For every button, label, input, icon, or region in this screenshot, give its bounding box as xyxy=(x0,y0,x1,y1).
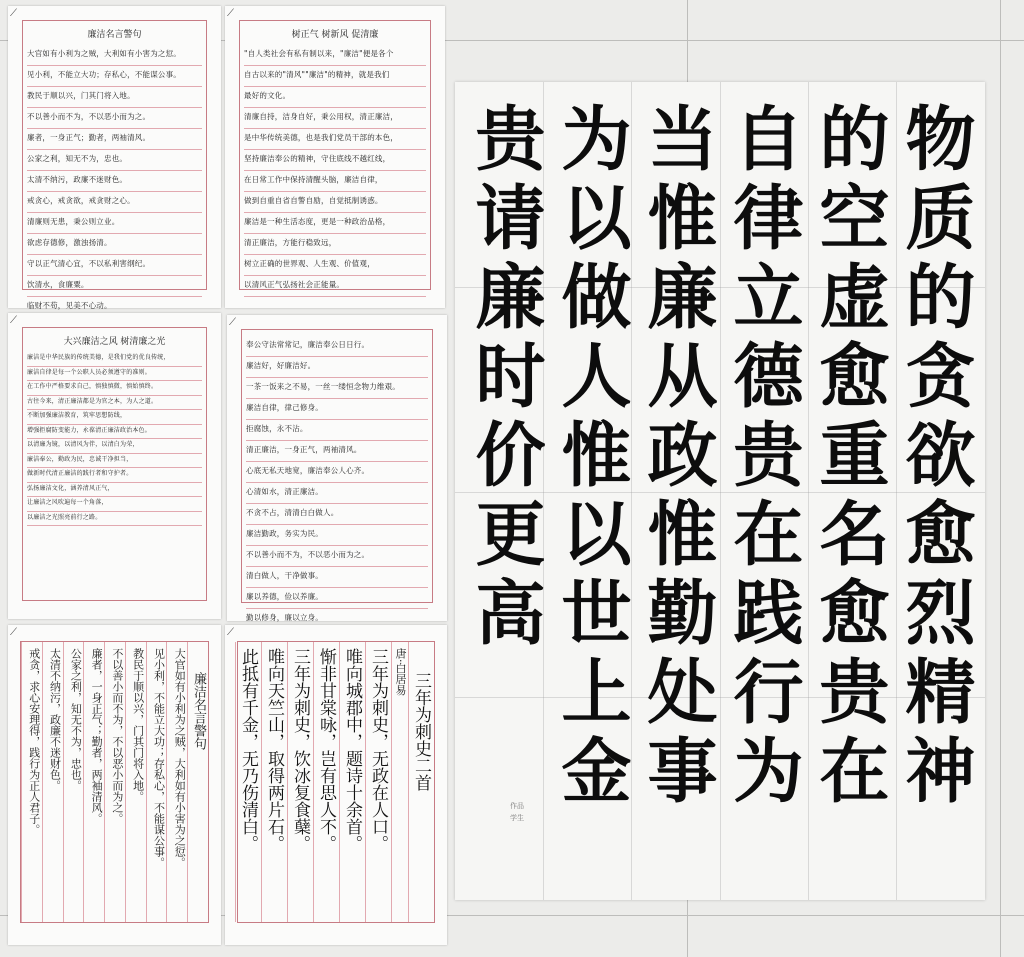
sheet-line: 心底无私天地宽，廉洁奉公人心齐。 xyxy=(246,462,428,483)
sheet-line: 不以善小而不为，不以恶小而为之。 xyxy=(27,108,202,129)
vertical-column: 大官如有小利为之贼，大利如有小害为之愆。 xyxy=(166,642,187,922)
sheet-line: 一茶一饭来之不易，一丝一缕恒念物力维艰。 xyxy=(246,378,428,399)
corner-mark: ⟋ xyxy=(229,317,236,328)
sheet-line: 心清如水，清正廉洁。 xyxy=(246,483,428,504)
calligraphy-sheet-4 xyxy=(227,315,447,621)
vertical-column: 三年为刺史，无政在人口。 xyxy=(365,642,391,922)
sheet-line: 让廉洁之风吹遍每一个角落， xyxy=(27,497,202,512)
sheet-line: 做新时代清正廉洁的践行者和守护者。 xyxy=(27,468,202,483)
sheet-line: 在日常工作中保持清醒头脑，廉洁自律， xyxy=(244,171,426,192)
sheet-line: 清正廉洁，一身正气，两袖清风。 xyxy=(246,441,428,462)
sheet-line: 清正廉洁，方能行稳致远， xyxy=(244,234,426,255)
corner-mark: ⟋ xyxy=(10,315,17,326)
sheet-title: 树正气 树新风 促清廉 xyxy=(291,30,379,40)
vertical-column: 三年为刺史，饮冰复食蘖。 xyxy=(287,642,313,922)
sheet-line: 清白做人，干净做事。 xyxy=(246,567,428,588)
calligraphy-column-6: 贵请廉时价更高 xyxy=(464,102,547,655)
sheet-line: 清廉自持，洁身自好，秉公用权，清正廉洁， xyxy=(244,108,426,129)
vertical-column: 太清不纳污，政廉不迷财色。 xyxy=(42,642,63,922)
sheet-line: 坚持廉洁奉公的精神，守住底线不越红线， xyxy=(244,150,426,171)
sheet-line: 大官如有小利为之贼，大利如有小害为之愆。 xyxy=(27,45,202,66)
sheet-line: 做到自重自省自警自励，自觉抵制诱惑。 xyxy=(244,192,426,213)
vertical-frame xyxy=(20,641,209,923)
sheet-line: 守以正气清心宜，不以私利害纲纪。 xyxy=(27,255,202,276)
corner-mark: ⟋ xyxy=(10,627,17,638)
sheet-line: 不断加强廉洁教育，筑牢思想防线， xyxy=(27,410,202,425)
sheet-line: 是中华传统美德，也是我们党员干部的本色， xyxy=(244,129,426,150)
sheet-line: 廉洁是一种生活态度，更是一种政治品格， xyxy=(244,213,426,234)
vertical-column: 惭非甘棠咏，岂有思人不。 xyxy=(313,642,339,922)
sheet-line: 临财不苟，见美不心动。 xyxy=(27,297,202,318)
calligraphy-column-4: 当惟廉从政惟勤处事 xyxy=(636,102,719,813)
calligraphy-column-3: 自律立德贵在践行为 xyxy=(722,102,805,813)
sheet-lines xyxy=(27,352,202,596)
calligraphy-sheet-6 xyxy=(225,625,447,945)
sheet-line: "自人类社会有私有制以来，"廉洁"便是各个 xyxy=(244,45,426,66)
sheet-line: 廉洁自律是每一个公职人员必须遵守的准则。 xyxy=(27,367,202,382)
sheet-line: 公家之利，知无不为，忠也。 xyxy=(27,150,202,171)
sheet-line: 最好的文化。 xyxy=(244,87,426,108)
vertical-title: 廉洁名言警句 xyxy=(187,642,208,922)
sheet-line: 饮清水，食廉粟。 xyxy=(27,276,202,297)
sheet-frame xyxy=(22,20,207,310)
vertical-column: 见小利，不能立大功；存私心，不能谋公事。 xyxy=(146,642,167,922)
author-seal xyxy=(510,800,524,824)
calligraphy-sheet-1 xyxy=(8,6,221,308)
vertical-frame xyxy=(237,641,435,923)
vertical-column: 廉者，一身正气；勤者，两袖清风。 xyxy=(83,642,104,922)
wall-seam xyxy=(1000,0,1001,957)
calligraphy-sheet-3 xyxy=(8,313,221,619)
vertical-title: 三年为刺史二首 xyxy=(408,642,434,922)
sheet-line: 欲虑存德修，激浊扬清。 xyxy=(27,234,202,255)
vertical-column: 不以善小而不为，不以恶小而为之。 xyxy=(104,642,125,922)
sheet-line: 廉以养德，俭以养廉。 xyxy=(246,588,428,609)
vertical-column: 公家之利，知无不为，忠也。 xyxy=(63,642,84,922)
sheet-line: 教民于顺以兴，门其门将入地。 xyxy=(27,87,202,108)
sheet-line: 奉公守法常常记，廉洁奉公日日行。 xyxy=(246,336,428,357)
corner-mark: ⟋ xyxy=(227,627,234,638)
sheet-line: 廉洁奉公，勤政为民，忠诚干净担当， xyxy=(27,454,202,469)
sheet-line: 廉洁自律，律己修身。 xyxy=(246,399,428,420)
sheet-title: 大兴廉洁之风 树清廉之光 xyxy=(63,337,166,347)
sheet-lines xyxy=(246,336,428,622)
sheet-line: 戒贪心，戒贪欲，戒贪财之心。 xyxy=(27,192,202,213)
calligraphy-sheet-2 xyxy=(225,6,445,308)
seal-line: 学生 xyxy=(510,814,524,822)
vertical-column: 唯向天竺山，取得两片石。 xyxy=(261,642,287,922)
sheet-line: 太清不纳污，政廉不迷财色。 xyxy=(27,171,202,192)
sheet-line: 弘扬廉洁文化，涵养清风正气， xyxy=(27,483,202,498)
sheet-lines xyxy=(27,45,202,310)
sheet-line: 拒腐蚀，永不沾。 xyxy=(246,420,428,441)
sheet-line: 廉洁勤政，务实为民。 xyxy=(246,525,428,546)
sheet-line: 在工作中严格要求自己，慎独慎微，慎始慎终。 xyxy=(27,381,202,396)
calligraphy-column-2: 的空虚愈重名愈贵在 xyxy=(808,102,891,813)
sheet-line: 廉者，一身正气；勤者，两袖清风。 xyxy=(27,129,202,150)
sheet-line: 自古以来的"清风""廉洁"的精神，就是我们 xyxy=(244,66,426,87)
calligraphy-columns xyxy=(463,102,977,890)
sheet-line: 增强拒腐防变能力，永葆清正廉洁政治本色。 xyxy=(27,425,202,440)
corner-mark: ⟋ xyxy=(10,8,17,19)
sheet-line: 见小利，不能立大功；存私心，不能谋公事。 xyxy=(27,66,202,87)
vertical-column: 教民于顺以兴，门其门将入地。 xyxy=(125,642,146,922)
sheet-line: 古往今来，清正廉洁都是为官之本，为人之道。 xyxy=(27,396,202,411)
sheet-title: 廉洁名言警句 xyxy=(87,30,142,40)
calligraphy-sheet-5 xyxy=(8,625,221,945)
calligraphy-column-5: 为以做人惟以世上金 xyxy=(550,102,633,813)
sheet-line: 以廉洁之光照亮前行之路。 xyxy=(27,512,202,527)
corner-mark: ⟋ xyxy=(227,8,234,19)
vertical-column: 唯向城郡中，题诗十余首。 xyxy=(339,642,365,922)
sheet-line: 以清廉为镜，以清风为伴，以清白为荣， xyxy=(27,439,202,454)
sheet-frame xyxy=(241,329,433,622)
seal-line: 作品 xyxy=(510,802,524,810)
sheet-frame xyxy=(239,20,431,290)
sheet-line: 不贪不占，清清白白做人。 xyxy=(246,504,428,525)
sheet-line: 清廉则无患，秉公则立业。 xyxy=(27,213,202,234)
sheet-frame xyxy=(22,327,207,601)
sheet-lines xyxy=(244,45,426,289)
sheet-line: 廉洁是中华民族的传统美德，是我们党的优良传统， xyxy=(27,352,202,367)
calligraphy-column-1: 物质的贪欲愈烈精神 xyxy=(894,102,977,813)
sheet-line: 以清风正气弘扬社会正能量。 xyxy=(244,276,426,297)
sheet-line: 廉洁好，好廉洁好。 xyxy=(246,357,428,378)
sheet-line: 树立正确的世界观、人生观、价值观， xyxy=(244,255,426,276)
vertical-column: 唐·白居易 xyxy=(391,642,408,922)
calligraphy-scroll xyxy=(455,82,985,900)
vertical-column: 此抵有千金，无乃伤清白。 xyxy=(235,642,261,922)
sheet-line: 勤以修身，廉以立身。 xyxy=(246,609,428,630)
vertical-column: 戒贪，求心安理得，践行为正人君子。 xyxy=(21,642,42,922)
sheet-line: 不以善小而不为，不以恶小而为之。 xyxy=(246,546,428,567)
